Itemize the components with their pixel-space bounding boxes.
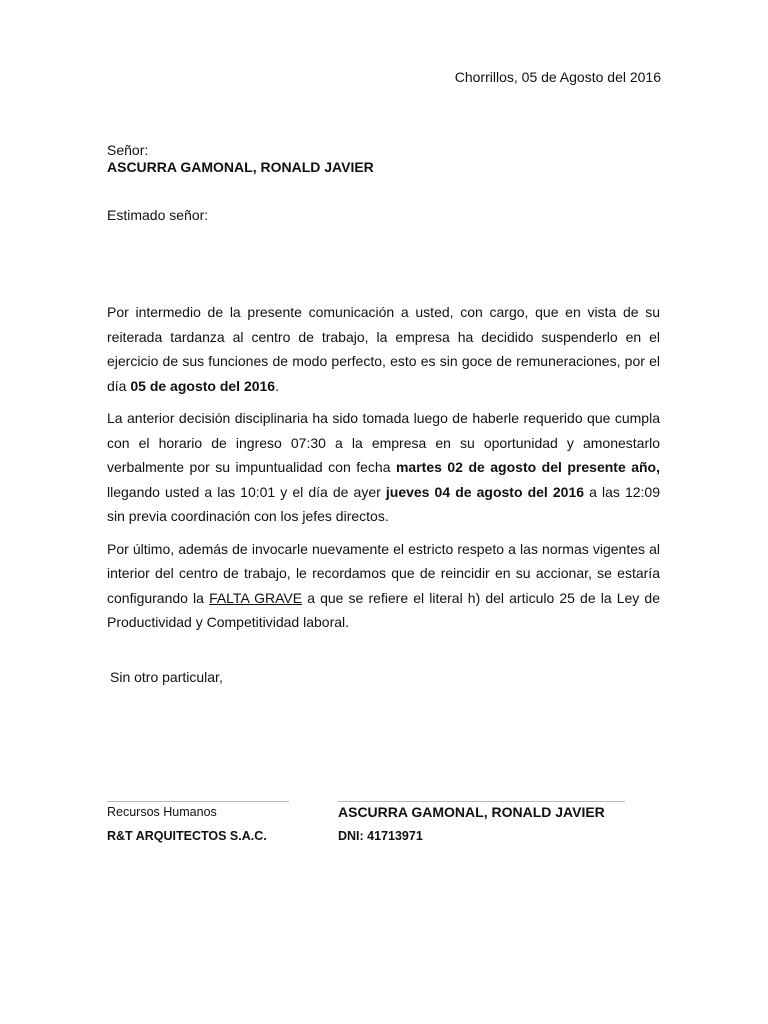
recipient-name: ASCURRA GAMONAL, RONALD JAVIER: [107, 159, 374, 175]
paragraph-2-bold1: martes 02 de agosto del presente año,: [395, 459, 660, 475]
signature-left-department: Recursos Humanos: [107, 805, 217, 819]
letter-date: Chorrillos, 05 de Agosto del 2016: [454, 69, 661, 85]
paragraph-3: [107, 537, 660, 635]
paragraph-2-part3: a las 12:09 sin previa coordinación con los jefes directos.: [107, 483, 661, 524]
signature-right-name: ASCURRA GAMONAL, RONALD JAVIER: [338, 804, 605, 820]
paragraph-3-part2: a que se refiere el literal h) del articulo 25 de la Ley de Productividad y Competitividad laboral.: [107, 589, 660, 630]
paragraph-1-end: .: [275, 377, 279, 394]
paragraph-3-part1: Por último, además de invocarle nuevamente el estricto respeto a las normas vigentes al interior del centro de trabajo, le recordamos que de reincidir en su accionar, se estaría configurando la: [107, 540, 660, 606]
signature-line-left: [107, 801, 289, 802]
paragraph-2-part1: La anterior decisión disciplinaria ha sido tomada luego de haberle requerido que cumpla con el horario de ingreso 07:30 a la empresa en su oportunidad y amonestarlo verbalmente por su impuntualidad con fecha: [107, 410, 660, 475]
paragraph-1-text: Por intermedio de la presente comunicación a usted, con cargo, que en vista de su reiterada tardanza al centro de trabajo, la empresa ha decidido suspenderlo en el ejercicio de sus funciones de modo perfecto, esto es sin goce de remuneraciones, por el día: [107, 304, 660, 394]
greeting: Estimado señor:: [107, 207, 209, 223]
closing: Sin otro particular,: [110, 669, 223, 685]
paragraph-2-bold2: jueves 04 de agosto del 2016: [385, 483, 585, 500]
paragraph-2: [107, 406, 660, 529]
paragraph-3-underlined: FALTA GRAVE: [209, 589, 303, 606]
salutation: Señor:: [107, 142, 149, 158]
signature-left-company: R&T ARQUITECTOS S.A.C.: [107, 829, 267, 843]
signature-right-dni: DNI: 41713971: [338, 829, 423, 843]
paragraph-2-part2: llegando usted a las 10:01 y el día de ayer: [107, 483, 386, 500]
paragraph-1: [107, 300, 660, 398]
signature-line-right: [338, 801, 625, 802]
letter-body: [107, 300, 660, 643]
paragraph-1-bold-date: 05 de agosto del 2016: [130, 377, 276, 394]
